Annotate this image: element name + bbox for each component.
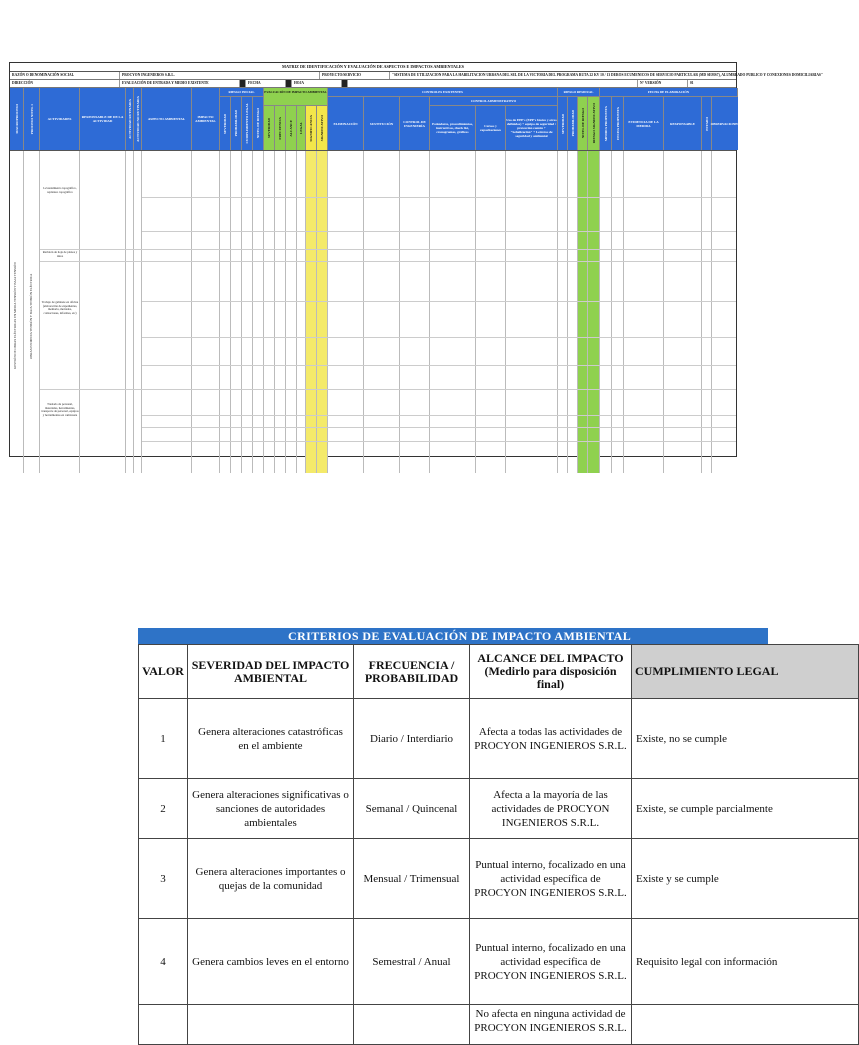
cell-alcance: Puntual interno, focalizado en una actividad específica de PROCYON INGENIEROS S.R.L.: [470, 919, 632, 1005]
col-impacto: IMPACTO AMBIENTAL: [192, 88, 220, 150]
header-frecuencia: FRECUENCIA / PROBABILIDAD: [354, 645, 470, 699]
row-line: [142, 337, 736, 338]
col-nivel-riesgo: NIVEL DE RIESGO: [253, 97, 264, 150]
col-eliminacion: ELIMINACIÓN: [328, 97, 364, 150]
row-line: [142, 441, 736, 442]
body-col: [568, 151, 578, 473]
body-col: [142, 151, 192, 473]
header-alcance: ALCANCE DEL IMPACTO (Medirlo para disposición final): [470, 645, 632, 699]
body-col: [80, 151, 126, 473]
matrix-info-row-2: [10, 80, 736, 88]
actividad-1: Levantamiento topográfico, replanteo topográfico: [43, 186, 77, 194]
col-ingenieria: CONTROL DE INGENIERÍA: [400, 97, 430, 150]
cell-valor: 1: [139, 699, 188, 779]
col-cumplimiento: CUMPLIMIENTO LEGAL: [242, 97, 253, 150]
cell-frecuencia: Mensual / Trimensual: [354, 839, 470, 919]
version-value: 01: [690, 81, 694, 85]
criteria-title: CRITERIOS DE EVALUACIÓN DE IMPACTO AMBIENTAL: [138, 628, 768, 644]
nivel-residual-col: [578, 151, 588, 473]
body-col: [600, 151, 612, 473]
cell-valor: 4: [139, 919, 188, 1005]
cell-alcance: No afecta en ninguna actividad de PROCYON INGENIEROS S.R.L.: [470, 1005, 632, 1045]
cell-cumplimiento: [632, 1005, 859, 1045]
col-sustitucion: SUSTITUCIÓN: [364, 97, 400, 150]
col-aspecto: ASPECTO AMBIENTAL: [142, 88, 192, 150]
cell-severidad: Genera alteraciones importantes o quejas de la comunidad: [188, 839, 354, 919]
criteria-table: [138, 644, 859, 1045]
group-fecha-elaboracion: FECHA DE ELABORACIÓN: [600, 88, 738, 97]
cell-alcance: Afecta a la mayoría de las actividades de PROCYON INGENIEROS S.R.L.: [470, 779, 632, 839]
body-col: [430, 151, 476, 473]
group-riesgo-residual: RIESGO RESIDUAL: [558, 88, 600, 97]
col-evidencia: EVIDENCIA DE LA MEDIDA: [624, 97, 664, 150]
group-evaluacion: EVALUACIÓN DE IMPACTO AMBIENTAL: [264, 88, 328, 106]
row-line: [142, 231, 736, 232]
col-cursos: Cursos y capacitaciones: [476, 106, 506, 150]
row-line: [40, 389, 736, 390]
col-alcance-e: ALCANCE: [286, 106, 297, 150]
hoja-label: HOJA: [292, 80, 342, 87]
cell-alcance: Afecta a todas las actividades de PROCYON INGENIEROS S.R.L.: [470, 699, 632, 779]
row-line: [40, 249, 736, 250]
col-epp: Uso de EPP's (EPP's básico y otros definidos) + equipo de seguridad / protección común + "Señalización" + Letreros de seguridad y ambiental: [506, 106, 558, 150]
matrix-body: [10, 151, 736, 473]
col-severidad: SEVERIDAD: [220, 97, 231, 150]
body-col: [253, 151, 264, 473]
body-col: [558, 151, 568, 473]
matrix-title: MATRIZ DE IDENTIFICACIÓN Y EVALUACIÓN DE ASPECTOS E IMPACTOS AMBIENTALES: [10, 63, 736, 72]
row-line: [142, 365, 736, 366]
row-line: [142, 415, 736, 416]
row-line: [142, 427, 736, 428]
col-significativo: SIGNIFICATIVO: [317, 106, 328, 150]
table-row: [139, 839, 859, 919]
cell-cumplimiento: Existe y se cumple: [632, 839, 859, 919]
col-fecha-propuesta: FECHA PROPUESTA: [612, 97, 624, 150]
version-label: N° VERSIÓN: [638, 80, 688, 87]
cell-frecuencia: Semestral / Anual: [354, 919, 470, 1005]
col-sev-e: SEVERIDAD: [264, 106, 275, 150]
body-col: [192, 151, 220, 473]
razon-value: PROCYON INGENIEROS S.R.L.: [120, 72, 320, 79]
matrix-header: [10, 88, 740, 151]
environmental-matrix: [9, 62, 823, 457]
proyecto-value: "SISTEMA DE UTILIZACION PARA LA HABILITACION URBANA DEL SEL DE LA VICTORIA DEL PROGRAMA RUTA 22 KV 10 / 13 DEROS ECUMENICOS DE SERVICIO PARTICULAR (MD SEMS7), ALUMBRADO PUBLICO Y CONEXIONES DOMICILIARIAS": [392, 73, 823, 77]
cell-severidad: [188, 1005, 354, 1045]
blank-cell: [348, 80, 638, 87]
header-severidad: SEVERIDAD DEL IMPACTO AMBIENTAL: [188, 645, 354, 699]
macro-text: GESTIÓN DE OBRAS ELÉCTRICAS EN MEDIA TENSIÓN Y BAJA TENSIÓN: [13, 262, 17, 370]
col-probabilidad: PROBABILIDAD: [231, 97, 242, 150]
body-col: [400, 151, 430, 473]
body-col: [328, 151, 364, 473]
col-estado: ESTADO: [702, 97, 712, 150]
col-medida: MEDIDA PROPUESTA: [600, 97, 612, 150]
fecha-label: FECHA: [246, 80, 286, 87]
proceso-text: OBRAS EN MEDIA TENSIÓN Y BAJA TENSIÓN ELÉCTRICA: [29, 273, 33, 359]
cell-frecuencia: Diario / Interdiario: [354, 699, 470, 779]
cell-valor: [139, 1005, 188, 1045]
evaluacion-label: EVALUACIÓN DE ENTRADA Y MEDIO EXISTENTE: [120, 80, 240, 87]
col-significancia: SIGNIFICANCIA: [306, 106, 317, 150]
row-line: [142, 197, 736, 198]
cell-severidad: Genera alteraciones significativas o sanciones de autoridades ambientales: [188, 779, 354, 839]
cell-valor: 2: [139, 779, 188, 839]
table-row: [139, 1005, 859, 1045]
body-col: [134, 151, 142, 473]
body-col: [242, 151, 253, 473]
body-col: [476, 151, 506, 473]
body-col: [506, 151, 558, 473]
group-control-admin: CONTROL ADMINISTRATIVO: [430, 97, 558, 106]
header-cumplimiento: CUMPLIMIENTO LEGAL: [632, 645, 859, 699]
col-estandares: Estándares, procedimientos, instructivos, check list, cronogramas, gráficos: [430, 106, 476, 150]
body-col: [126, 151, 134, 473]
row-line: [40, 261, 736, 262]
cell-cumplimiento: Existe, no se cumple: [632, 699, 859, 779]
body-col: [297, 151, 306, 473]
cell-frecuencia: [354, 1005, 470, 1045]
razon-label: RAZÓN O DENOMINACIÓN SOCIAL: [10, 72, 120, 79]
cell-valor: 3: [139, 839, 188, 919]
group-controles: CONTROLES EXISTENTES: [328, 88, 558, 97]
body-col: [264, 151, 275, 473]
group-riesgo-inicial: RIESGO INICIAL: [220, 88, 264, 97]
body-col: [664, 151, 702, 473]
body-col: [702, 151, 712, 473]
col-sev-r: SEVERIDAD: [558, 97, 568, 150]
cell-severidad: Genera alteraciones catastróficas en el ambiente: [188, 699, 354, 779]
cell-cumplimiento: Requisito legal con información: [632, 919, 859, 1005]
cell-cumplimiento: Existe, se cumple parcialmente: [632, 779, 859, 839]
body-col: [612, 151, 624, 473]
actividad-3: Trabajo de gabinete en oficina (elaboración de expedientes, memoria, metrados, cotizaciones, informes, etc): [41, 300, 79, 315]
body-col: [286, 151, 297, 473]
cell-frecuencia: Semanal / Quincenal: [354, 779, 470, 839]
matrix-info-row-1: [10, 72, 823, 80]
criteria-table-section: [138, 628, 779, 1034]
table-row: [139, 919, 859, 1005]
col-nivel-r: NIVEL DE RIESGO: [578, 97, 588, 150]
col-prob-r: PROBABILIDAD: [568, 97, 578, 150]
col-rutinaria: ACTIVIDAD RUTINARIA: [126, 88, 134, 150]
body-col: [275, 151, 286, 473]
significativo-col: [317, 151, 328, 473]
direccion-label: DIRECCIÓN: [10, 80, 120, 87]
body-col: [364, 151, 400, 473]
riesgo-significativo-col: [588, 151, 600, 473]
actividad-4: Traslado de personal, materiales, herramientas, transporte de personal, equipos y herramientas en camioneta: [41, 402, 79, 417]
col-actividades: ACTIVIDADES: [40, 88, 80, 150]
col-frec-e: FRECUENCIA: [275, 106, 286, 150]
col-responsable-medida: RESPONSABLE: [664, 97, 702, 150]
col-no-rutinaria: ACTIVIDAD NO RUTINARIA: [134, 88, 142, 150]
col-macroproceso: MACROPROCESO: [10, 88, 24, 150]
col-riesgo-significativo: RIESGO SIGNIFICATIVO: [588, 97, 600, 150]
actividad-2: Revisión de hoja de planos y datos: [42, 250, 78, 258]
col-observaciones: OBSERVACIONES: [712, 97, 738, 150]
significancia-col: [306, 151, 317, 473]
col-legal-e: LEGAL: [297, 106, 306, 150]
proyecto-label: PROYECTO/SERVICIO: [320, 72, 390, 79]
cell-severidad: Genera cambios leves en el entorno: [188, 919, 354, 1005]
table-row: [139, 779, 859, 839]
body-col: [231, 151, 242, 473]
cell-alcance: Puntual interno, focalizado en una actividad específica de PROCYON INGENIEROS S.R.L.: [470, 839, 632, 919]
row-line: [142, 301, 736, 302]
col-proceso: PROCESO NIVEL 1: [24, 88, 40, 150]
body-col: [624, 151, 664, 473]
col-responsable: RESPONSABLE DE DE LA ACTIVIDAD: [80, 88, 126, 150]
header-valor: VALOR: [139, 645, 188, 699]
body-col: [220, 151, 231, 473]
table-row: [139, 699, 859, 779]
